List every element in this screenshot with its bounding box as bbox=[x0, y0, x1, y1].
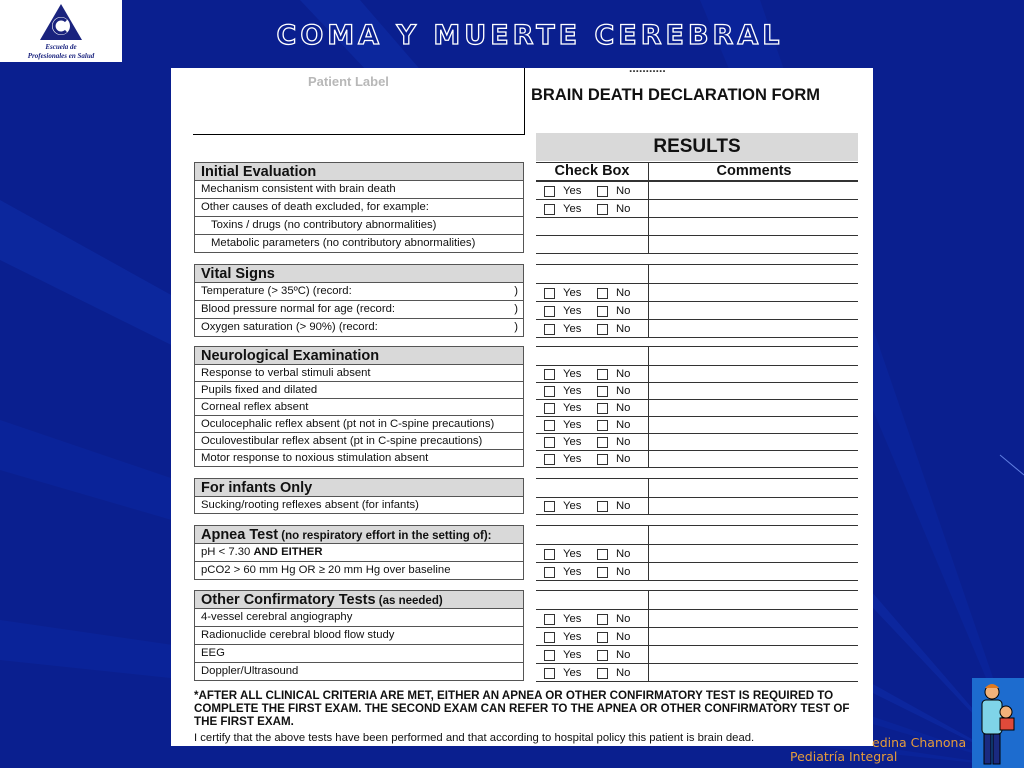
criteria-label: Oculovestibular reflex absent (pt in C-spine precautions) bbox=[201, 435, 483, 447]
criteria-label: pCO2 > 60 mm Hg OR ≥ 20 mm Hg over baseline bbox=[201, 564, 451, 576]
record-close-paren: ) bbox=[514, 285, 518, 297]
results-column-divider bbox=[648, 283, 649, 301]
results-column-divider bbox=[648, 645, 649, 663]
no-checkbox[interactable] bbox=[597, 306, 608, 317]
results-column-divider bbox=[648, 562, 649, 580]
criteria-row bbox=[194, 235, 524, 253]
yes-checkbox[interactable] bbox=[544, 306, 555, 317]
comments-field[interactable] bbox=[650, 366, 858, 382]
results-row-line bbox=[536, 162, 858, 163]
results-column-divider bbox=[648, 450, 649, 467]
criteria-label: Doppler/Ultrasound bbox=[201, 665, 299, 677]
yes-label: Yes bbox=[563, 436, 582, 448]
results-column-divider bbox=[648, 544, 649, 562]
results-row-line bbox=[536, 264, 858, 265]
section-title: For infants Only bbox=[201, 480, 313, 496]
section-heading bbox=[194, 346, 524, 365]
comments-field[interactable] bbox=[650, 563, 858, 580]
yes-checkbox[interactable] bbox=[544, 650, 555, 661]
no-label: No bbox=[616, 436, 631, 448]
comments-field[interactable] bbox=[650, 628, 858, 645]
no-label: No bbox=[616, 385, 631, 397]
results-column-divider bbox=[648, 416, 649, 433]
doctor-child-clipart bbox=[972, 678, 1024, 768]
criteria-row bbox=[194, 283, 524, 301]
results-column-divider bbox=[648, 301, 649, 319]
yes-label: Yes bbox=[563, 648, 582, 661]
criteria-row bbox=[194, 627, 524, 645]
no-checkbox[interactable] bbox=[597, 324, 608, 335]
criteria-row bbox=[194, 399, 524, 416]
comments-field[interactable] bbox=[650, 383, 858, 399]
comments-field[interactable] bbox=[650, 200, 858, 217]
yes-label: Yes bbox=[563, 322, 582, 335]
criteria-label: Response to verbal stimuli absent bbox=[201, 367, 371, 379]
comments-field[interactable] bbox=[650, 182, 858, 199]
criteria-label: Mechanism consistent with brain death bbox=[201, 183, 396, 195]
results-column-divider bbox=[648, 478, 649, 497]
section-heading bbox=[194, 162, 524, 181]
criteria-label: pH < 7.30 AND EITHER bbox=[201, 546, 323, 558]
comments-field[interactable] bbox=[650, 610, 858, 627]
patient-label: Patient Label bbox=[308, 74, 389, 89]
yes-checkbox[interactable] bbox=[544, 501, 555, 512]
section-heading bbox=[194, 264, 524, 283]
form-title: BRAIN DEATH DECLARATION FORM bbox=[531, 86, 821, 104]
yes-label: Yes bbox=[563, 304, 582, 317]
brain-death-form bbox=[171, 68, 873, 746]
results-row-line bbox=[536, 467, 858, 468]
comments-field[interactable] bbox=[650, 400, 858, 416]
yes-label: Yes bbox=[563, 547, 582, 560]
results-column-divider bbox=[648, 365, 649, 382]
section-heading bbox=[194, 590, 524, 609]
yes-checkbox[interactable] bbox=[544, 403, 555, 414]
results-column-divider bbox=[648, 346, 649, 365]
header-divider-vertical bbox=[524, 68, 525, 134]
section-heading bbox=[194, 478, 524, 497]
criteria-row bbox=[194, 433, 524, 450]
criteria-row bbox=[194, 217, 524, 235]
results-column-divider bbox=[648, 319, 649, 337]
yes-checkbox[interactable] bbox=[544, 420, 555, 431]
criteria-row bbox=[194, 645, 524, 663]
no-checkbox[interactable] bbox=[597, 650, 608, 661]
no-checkbox[interactable] bbox=[597, 186, 608, 197]
no-label: No bbox=[616, 304, 631, 317]
yes-checkbox[interactable] bbox=[544, 369, 555, 380]
section-title: Apnea Test bbox=[201, 527, 279, 543]
yes-checkbox[interactable] bbox=[544, 324, 555, 335]
school-logo bbox=[0, 0, 122, 62]
yes-checkbox[interactable] bbox=[544, 454, 555, 465]
yes-checkbox[interactable] bbox=[544, 386, 555, 397]
results-column-divider bbox=[648, 162, 649, 181]
results-column-divider bbox=[648, 525, 649, 544]
criteria-row bbox=[194, 663, 524, 681]
results-row-line bbox=[536, 346, 858, 347]
record-close-paren: ) bbox=[514, 321, 518, 333]
logo-emblem-icon bbox=[38, 2, 84, 42]
comments-field[interactable] bbox=[650, 451, 858, 467]
criteria-label: Blood pressure normal for age (record: bbox=[201, 303, 396, 315]
yes-checkbox[interactable] bbox=[544, 668, 555, 679]
comments-field[interactable] bbox=[650, 302, 858, 319]
criteria-label: Temperature (> 35ºC) (record: bbox=[201, 285, 352, 297]
no-label: No bbox=[616, 322, 631, 335]
no-label: No bbox=[616, 368, 631, 380]
logo-text-line1: Escuela de bbox=[45, 43, 77, 51]
results-row-line bbox=[536, 525, 858, 526]
criteria-label: Radionuclide cerebral blood flow study bbox=[201, 629, 395, 641]
yes-label: Yes bbox=[563, 286, 582, 299]
cutoff-header-text: ........... bbox=[629, 68, 666, 75]
criteria-label: EEG bbox=[201, 647, 225, 659]
comments-column-header: Comments bbox=[716, 163, 792, 179]
no-checkbox[interactable] bbox=[597, 632, 608, 643]
confirmatory-note: *AFTER ALL CLINICAL CRITERIA ARE MET, EITHER AN APNEA OR OTHER CONFIRMATORY TEST IS REQUIRED TO COMPLETE THE FIRST EXAM. THE SECOND EXAM CAN REFER TO THE APNEA OR OTHER CONFIRMATORY TEST OF THE FIRST EXAM. bbox=[194, 689, 850, 728]
no-checkbox[interactable] bbox=[597, 403, 608, 414]
criteria-label: Pupils fixed and dilated bbox=[201, 384, 318, 396]
yes-checkbox[interactable] bbox=[544, 549, 555, 560]
results-column-divider bbox=[648, 433, 649, 450]
results-column-divider bbox=[648, 199, 649, 217]
no-label: No bbox=[616, 547, 631, 560]
comments-field[interactable] bbox=[650, 646, 858, 663]
criteria-label: 4-vessel cerebral angiography bbox=[201, 611, 353, 623]
subject-name: Pediatría Integral bbox=[790, 749, 898, 764]
header-divider-horizontal bbox=[193, 134, 525, 135]
check-box-column-header: Check Box bbox=[554, 163, 630, 179]
yes-checkbox[interactable] bbox=[544, 204, 555, 215]
criteria-row bbox=[194, 365, 524, 382]
results-column-divider bbox=[648, 264, 649, 283]
yes-label: Yes bbox=[563, 402, 582, 414]
comments-field[interactable] bbox=[650, 320, 858, 337]
results-column-divider bbox=[648, 217, 649, 235]
results-row-line bbox=[536, 337, 858, 338]
criteria-row bbox=[194, 416, 524, 433]
yes-label: Yes bbox=[563, 419, 582, 431]
no-label: No bbox=[616, 648, 631, 661]
no-checkbox[interactable] bbox=[597, 567, 608, 578]
certification-statement: I certify that the above tests have been performed and that according to hospital policy this patient is brain dead. bbox=[194, 732, 755, 744]
no-checkbox[interactable] bbox=[597, 386, 608, 397]
yes-label: Yes bbox=[563, 453, 582, 465]
no-checkbox[interactable] bbox=[597, 614, 608, 625]
section-note: (no respiratory effort in the setting of): bbox=[278, 530, 492, 542]
no-checkbox[interactable] bbox=[597, 420, 608, 431]
results-row-line bbox=[536, 253, 858, 254]
yes-label: Yes bbox=[563, 202, 582, 215]
results-column-divider bbox=[648, 382, 649, 399]
results-column-divider bbox=[648, 399, 649, 416]
no-checkbox[interactable] bbox=[597, 204, 608, 215]
criteria-row bbox=[194, 319, 524, 337]
results-row-line bbox=[536, 478, 858, 479]
section-title: Vital Signs bbox=[201, 266, 275, 282]
criteria-row bbox=[194, 544, 524, 562]
criteria-label: Oxygen saturation (> 90%) (record: bbox=[201, 321, 378, 333]
comments-field[interactable] bbox=[650, 545, 858, 562]
criteria-label: Motor response to noxious stimulation absent bbox=[201, 452, 429, 464]
no-label: No bbox=[616, 500, 631, 512]
yes-label: Yes bbox=[563, 630, 582, 643]
no-checkbox[interactable] bbox=[597, 549, 608, 560]
no-checkbox[interactable] bbox=[597, 369, 608, 380]
yes-checkbox[interactable] bbox=[544, 437, 555, 448]
section-note: (as needed) bbox=[375, 595, 443, 607]
no-checkbox[interactable] bbox=[597, 454, 608, 465]
criteria-row bbox=[194, 199, 524, 217]
section-title: Other Confirmatory Tests bbox=[201, 592, 376, 608]
no-label: No bbox=[616, 666, 631, 679]
results-row-line bbox=[536, 514, 858, 515]
yes-label: Yes bbox=[563, 184, 582, 197]
yes-label: Yes bbox=[563, 385, 582, 397]
yes-label: Yes bbox=[563, 368, 582, 380]
yes-checkbox[interactable] bbox=[544, 632, 555, 643]
comments-field[interactable] bbox=[650, 236, 858, 253]
yes-checkbox[interactable] bbox=[544, 288, 555, 299]
results-column-divider bbox=[648, 590, 649, 609]
criteria-row bbox=[194, 609, 524, 627]
yes-label: Yes bbox=[563, 612, 582, 625]
yes-label: Yes bbox=[563, 666, 582, 679]
no-label: No bbox=[616, 202, 631, 215]
yes-checkbox[interactable] bbox=[544, 567, 555, 578]
yes-label: Yes bbox=[563, 500, 582, 512]
criteria-row bbox=[194, 181, 524, 199]
results-column-divider bbox=[648, 497, 649, 514]
results-column-divider bbox=[648, 627, 649, 645]
criteria-label: Oculocephalic reflex absent (pt not in C-spine precautions) bbox=[201, 418, 495, 430]
criteria-row bbox=[194, 450, 524, 467]
criteria-row bbox=[194, 301, 524, 319]
results-column-divider bbox=[648, 181, 649, 199]
criteria-label: Toxins / drugs (no contributory abnormalities) bbox=[211, 219, 437, 231]
section-title: Initial Evaluation bbox=[201, 164, 317, 180]
logo-text-line2: Profesionales en Salud bbox=[27, 52, 95, 60]
yes-checkbox[interactable] bbox=[544, 614, 555, 625]
results-row-line bbox=[536, 580, 858, 581]
section-title: Neurological Examination bbox=[201, 348, 380, 364]
no-checkbox[interactable] bbox=[597, 668, 608, 679]
comments-field[interactable] bbox=[650, 664, 858, 681]
criteria-label: Metabolic parameters (no contributory abnormalities) bbox=[211, 237, 476, 249]
results-column-divider bbox=[648, 663, 649, 681]
criteria-row bbox=[194, 562, 524, 580]
no-checkbox[interactable] bbox=[597, 288, 608, 299]
results-column-divider bbox=[648, 609, 649, 627]
criteria-label: Sucking/rooting reflexes absent (for infants) bbox=[201, 499, 419, 511]
yes-label: Yes bbox=[563, 565, 582, 578]
record-close-paren: ) bbox=[514, 303, 518, 315]
no-label: No bbox=[616, 184, 631, 197]
comments-field[interactable] bbox=[650, 434, 858, 450]
results-column-divider bbox=[648, 235, 649, 253]
yes-checkbox[interactable] bbox=[544, 186, 555, 197]
comments-field[interactable] bbox=[650, 284, 858, 301]
no-label: No bbox=[616, 565, 631, 578]
no-label: No bbox=[616, 419, 631, 431]
comments-field[interactable] bbox=[650, 218, 858, 235]
no-label: No bbox=[616, 630, 631, 643]
section-heading bbox=[194, 525, 524, 544]
comments-field[interactable] bbox=[650, 498, 858, 514]
results-row-line bbox=[536, 681, 858, 682]
criteria-row bbox=[194, 497, 524, 514]
results-row-line bbox=[536, 590, 858, 591]
criteria-label: Other causes of death excluded, for example: bbox=[201, 201, 429, 213]
criteria-label: Corneal reflex absent bbox=[201, 401, 309, 413]
no-label: No bbox=[616, 402, 631, 414]
author-name: edina Chanona bbox=[872, 735, 967, 750]
criteria-row bbox=[194, 382, 524, 399]
no-checkbox[interactable] bbox=[597, 437, 608, 448]
no-checkbox[interactable] bbox=[597, 501, 608, 512]
no-label: No bbox=[616, 612, 631, 625]
no-label: No bbox=[616, 453, 631, 465]
results-header: RESULTS bbox=[536, 133, 858, 161]
comments-field[interactable] bbox=[650, 417, 858, 433]
no-label: No bbox=[616, 286, 631, 299]
slide-title: COMA Y MUERTE CEREBRAL bbox=[276, 20, 784, 51]
